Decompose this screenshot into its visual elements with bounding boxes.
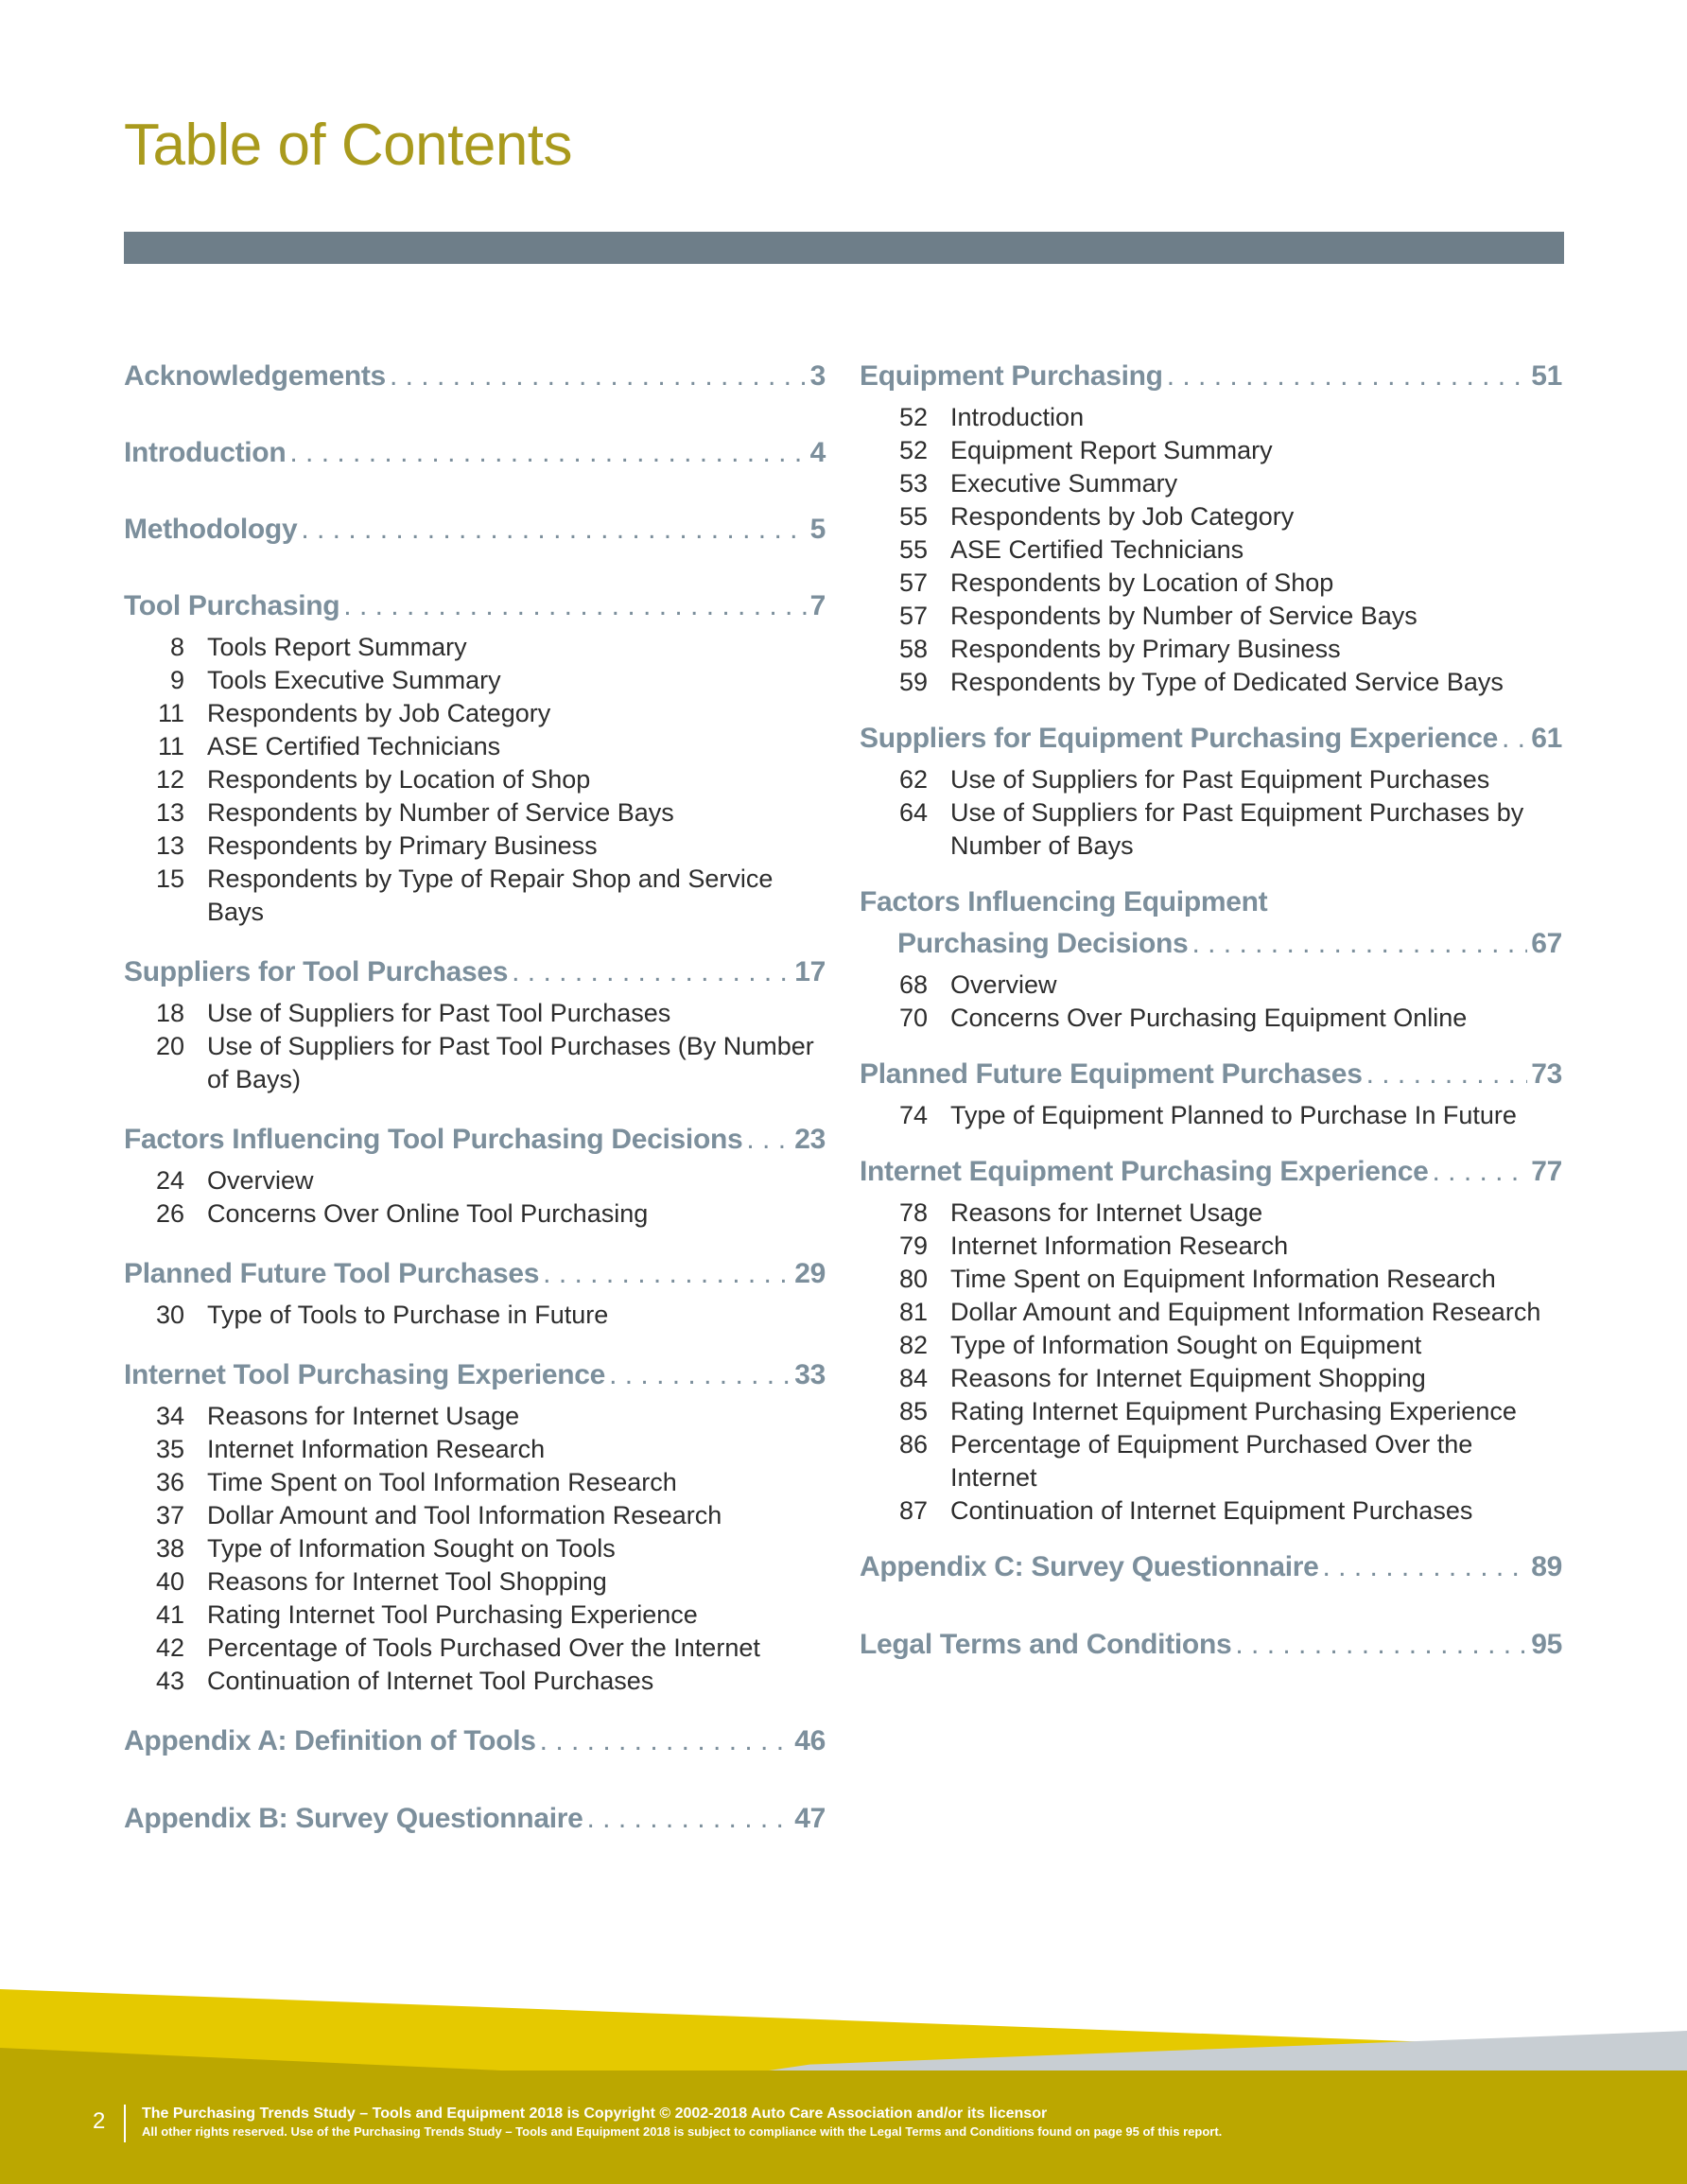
dot-leader	[609, 1354, 791, 1396]
footer-copyright	[142, 2105, 1222, 2140]
toc-item[interactable]	[124, 763, 826, 796]
toc-item-title: Respondents by Job Category	[950, 502, 1295, 531]
toc-item-list	[860, 401, 1562, 699]
toc-item-page: 52	[898, 403, 928, 431]
toc-section-heading[interactable]	[124, 1354, 826, 1396]
toc-item[interactable]	[124, 1400, 826, 1433]
toc-item-page: 42	[155, 1634, 184, 1662]
toc-item-page: 9	[169, 666, 184, 694]
toc-section-heading[interactable]	[124, 1119, 826, 1161]
toc-item[interactable]	[124, 1197, 826, 1231]
toc-item-page: 11	[157, 732, 184, 760]
toc-item[interactable]	[124, 1164, 826, 1197]
toc-item[interactable]	[124, 631, 826, 664]
toc-item[interactable]	[860, 1362, 1562, 1395]
toc-item[interactable]	[124, 730, 826, 763]
toc-item-page: 58	[898, 635, 928, 663]
toc-section-title: Purchasing Decisions	[897, 928, 1189, 959]
toc-item-title: Type of Information Sought on Tools	[207, 1534, 616, 1563]
toc-item[interactable]	[860, 666, 1562, 699]
toc-item-page: 62	[898, 765, 928, 794]
page-title: Table of Contents	[124, 113, 573, 178]
toc-section	[124, 585, 826, 929]
toc-item-title: Respondents by Primary Business	[207, 831, 598, 860]
toc-section-title: Acknowledgements	[124, 360, 386, 392]
toc-item-title: Respondents by Type of Dedicated Service Bays	[950, 668, 1504, 696]
toc-item-title: Continuation of Internet Tool Purchases	[207, 1667, 654, 1695]
toc-item-page: 12	[155, 765, 184, 794]
toc-item-page: 74	[898, 1101, 928, 1129]
toc-item-page: 13	[155, 831, 184, 860]
toc-item-title: Percentage of Tools Purchased Over the Internet	[207, 1634, 760, 1662]
toc-item[interactable]	[124, 1632, 826, 1665]
toc-section	[860, 1151, 1562, 1528]
toc-item-title: Time Spent on Tool Information Research	[207, 1468, 677, 1496]
toc-section	[124, 1119, 826, 1231]
toc-item-page: 43	[155, 1667, 184, 1695]
toc-item[interactable]	[124, 796, 826, 830]
toc-item[interactable]	[860, 1395, 1562, 1428]
toc-item[interactable]	[860, 1099, 1562, 1132]
toc-item[interactable]	[124, 1532, 826, 1565]
toc-section-page: 33	[794, 1359, 826, 1390]
toc-item-title: Dollar Amount and Equipment Information Research	[950, 1298, 1541, 1326]
toc-section-title: Tool Purchasing	[124, 590, 340, 621]
toc-item-list	[860, 763, 1562, 863]
toc-section-heading[interactable]	[124, 1253, 826, 1295]
toc-item[interactable]	[124, 1665, 826, 1698]
toc-item-title: Respondents by Number of Service Bays	[207, 798, 674, 827]
footer-divider	[124, 2105, 126, 2142]
toc-item[interactable]	[860, 1002, 1562, 1035]
toc-section	[860, 718, 1562, 863]
toc-item-page: 40	[155, 1567, 184, 1596]
toc-section	[124, 1253, 826, 1332]
toc-section-title: Factors Influencing Tool Purchasing Decisions	[124, 1124, 743, 1155]
toc-item-page: 59	[898, 668, 928, 696]
toc-item[interactable]	[124, 1030, 826, 1096]
toc-section-page: 46	[794, 1725, 826, 1756]
toc-section-title: Appendix A: Definition of Tools	[124, 1725, 536, 1756]
toc-item-title: Respondents by Location of Shop	[207, 765, 591, 794]
toc-section-page: 23	[794, 1124, 826, 1155]
toc-item[interactable]	[124, 1466, 826, 1499]
toc-section-title: Suppliers for Tool Purchases	[124, 956, 509, 987]
toc-item[interactable]	[860, 500, 1562, 533]
toc-item-page: 86	[898, 1430, 928, 1459]
toc-item[interactable]	[124, 830, 826, 863]
dot-leader	[1167, 356, 1528, 397]
toc-section-heading[interactable]	[124, 1721, 826, 1762]
toc-item-list	[124, 1299, 826, 1332]
toc-section	[860, 1054, 1562, 1132]
toc-section-page: 4	[809, 437, 826, 468]
toc-item-page: 38	[155, 1534, 184, 1563]
toc-section-title-line2	[860, 923, 1562, 965]
toc-section-title: Internet Equipment Purchasing Experience	[860, 1156, 1429, 1187]
toc-item-title: Continuation of Internet Equipment Purchases	[950, 1496, 1473, 1525]
toc-item-page: 52	[898, 436, 928, 464]
dot-leader	[301, 509, 806, 550]
toc-section	[860, 882, 1562, 1035]
toc-item-page: 68	[898, 970, 928, 999]
toc-item-list	[124, 631, 826, 929]
dot-leader	[587, 1798, 791, 1840]
dot-leader	[1366, 1054, 1528, 1095]
toc-item[interactable]	[860, 763, 1562, 796]
toc-section	[124, 356, 826, 397]
dot-leader	[1502, 718, 1527, 760]
toc-section-page: 73	[1531, 1058, 1562, 1090]
toc-item[interactable]	[860, 1263, 1562, 1296]
footer-copyright-line: The Purchasing Trends Study – Tools and Equipment 2018 is Copyright © 2002-2018 Auto Care Association and/or its licensor	[142, 2105, 1048, 2122]
toc-item[interactable]	[860, 1296, 1562, 1329]
toc-item[interactable]	[124, 1433, 826, 1466]
toc-item-title: Reasons for Internet Usage	[950, 1198, 1263, 1227]
toc-section-heading[interactable]	[860, 1054, 1562, 1095]
toc-item-page: 57	[898, 568, 928, 597]
toc-item-page: 30	[155, 1301, 184, 1329]
toc-item-page: 34	[155, 1402, 184, 1430]
toc-item-page: 57	[898, 602, 928, 630]
toc-section-page: 61	[1531, 723, 1562, 754]
toc-item-title: Concerns Over Online Tool Purchasing	[207, 1199, 649, 1228]
toc-section	[124, 509, 826, 550]
toc-item-page: 78	[898, 1198, 928, 1227]
toc-item-title: Rating Internet Tool Purchasing Experience	[207, 1600, 698, 1629]
dot-leader	[1191, 923, 1527, 965]
toc-section-title: Introduction	[124, 437, 287, 468]
page-number: 2	[93, 2108, 106, 2134]
toc-item-title: Tools Report Summary	[207, 633, 467, 661]
toc-item-list	[860, 1099, 1562, 1132]
toc-item-title: Rating Internet Equipment Purchasing Experience	[950, 1397, 1517, 1425]
toc-section-title: Suppliers for Equipment Purchasing Experience	[860, 723, 1498, 754]
toc-section-title-line1: Factors Influencing Equipment	[860, 886, 1268, 917]
toc-item[interactable]	[860, 633, 1562, 666]
toc-section	[124, 1798, 826, 1840]
toc-section-heading[interactable]	[124, 509, 826, 550]
toc-section-title: Methodology	[124, 514, 298, 545]
toc-item-title: Dollar Amount and Tool Information Research	[207, 1501, 722, 1529]
toc-item[interactable]	[124, 863, 826, 929]
dot-leader	[1235, 1624, 1527, 1666]
toc-item-page: 80	[898, 1265, 928, 1293]
toc-item-page: 87	[898, 1496, 928, 1525]
toc-item-page: 55	[898, 502, 928, 531]
toc-item[interactable]	[860, 1428, 1562, 1494]
toc-item-title: Reasons for Internet Tool Shopping	[207, 1567, 607, 1596]
dot-leader	[1432, 1151, 1527, 1193]
toc-item-title: Overview	[207, 1166, 314, 1195]
toc-item[interactable]	[860, 796, 1562, 863]
dot-leader	[512, 952, 791, 993]
toc-item-title: Time Spent on Equipment Information Research	[950, 1265, 1496, 1293]
toc-item-title: Respondents by Primary Business	[950, 635, 1341, 663]
toc-section-page: 89	[1531, 1551, 1562, 1582]
toc-section-page: 51	[1531, 360, 1562, 392]
toc-item[interactable]	[860, 533, 1562, 567]
toc-item-page: 82	[898, 1331, 928, 1359]
toc-section-heading[interactable]	[124, 356, 826, 397]
toc-item-list	[860, 969, 1562, 1035]
toc-item-page: 41	[155, 1600, 184, 1629]
title-divider-bar	[124, 232, 1564, 264]
dot-leader	[746, 1119, 791, 1161]
toc-section	[124, 432, 826, 474]
toc-item-title: Use of Suppliers for Past Equipment Purchases by Number of Bays	[950, 798, 1524, 860]
toc-item-page: 24	[155, 1166, 184, 1195]
toc-item-page: 53	[898, 469, 928, 498]
toc-section-page: 29	[794, 1258, 826, 1289]
toc-item[interactable]	[860, 1230, 1562, 1263]
toc-item[interactable]	[860, 401, 1562, 434]
toc-section-title: Planned Future Equipment Purchases	[860, 1058, 1363, 1090]
toc-item[interactable]	[124, 697, 826, 730]
toc-section-page: 67	[1531, 928, 1562, 959]
toc-item-title: Tools Executive Summary	[207, 666, 501, 694]
toc-item-title: ASE Certified Technicians	[950, 535, 1244, 564]
dot-leader	[289, 432, 806, 474]
dot-leader	[1323, 1546, 1528, 1588]
toc-section	[124, 952, 826, 1096]
toc-item-page: 64	[898, 798, 928, 827]
toc-item-title: Respondents by Number of Service Bays	[950, 602, 1417, 630]
toc-section-page: 17	[794, 956, 826, 987]
toc-item-page: 15	[155, 865, 184, 893]
toc-section-page: 5	[809, 514, 826, 545]
toc-item-title: Respondents by Type of Repair Shop and Service Bays	[207, 865, 774, 926]
toc-item-title: Overview	[950, 970, 1057, 999]
toc-item-page: 35	[155, 1435, 184, 1463]
toc-item-title: Type of Tools to Purchase in Future	[207, 1301, 609, 1329]
toc-item-title: Internet Information Research	[207, 1435, 546, 1463]
toc-section-title: Equipment Purchasing	[860, 360, 1163, 392]
toc-item[interactable]	[860, 1494, 1562, 1528]
toc-item-title: Type of Information Sought on Equipment	[950, 1331, 1422, 1359]
toc-section-heading[interactable]	[860, 1624, 1562, 1666]
toc-section-title: Appendix C: Survey Questionnaire	[860, 1551, 1319, 1582]
toc-item[interactable]	[124, 1499, 826, 1532]
toc-section-page: 77	[1531, 1156, 1562, 1187]
toc-section-heading[interactable]	[860, 1151, 1562, 1193]
toc-section-page: 7	[809, 590, 826, 621]
toc-item-page: 55	[898, 535, 928, 564]
toc-item-title: Reasons for Internet Usage	[207, 1402, 520, 1430]
dot-leader	[390, 356, 807, 397]
toc-item-title: Respondents by Location of Shop	[950, 568, 1334, 597]
toc-item-title: ASE Certified Technicians	[207, 732, 501, 760]
toc-section-page: 47	[794, 1803, 826, 1834]
toc-section	[860, 356, 1562, 699]
footer-rights-line: All other rights reserved. Use of the Purchasing Trends Study – Tools and Equipment 2018 is subject to compliance with the Legal Terms and Conditions found on page 95 of this report.	[142, 2124, 1223, 2139]
toc-item-title: Executive Summary	[950, 469, 1178, 498]
toc-section-page: 3	[809, 360, 826, 392]
toc-item-title: Use of Suppliers for Past Tool Purchases (By Number of Bays)	[207, 1032, 814, 1093]
toc-item-page: 8	[169, 633, 184, 661]
toc-section	[860, 1546, 1562, 1588]
toc-item-page: 36	[155, 1468, 184, 1496]
toc-item-list	[124, 1164, 826, 1231]
toc-section-heading[interactable]	[124, 952, 826, 993]
toc-item-page: 84	[898, 1364, 928, 1392]
toc-item[interactable]	[860, 1329, 1562, 1362]
toc-item-page: 70	[898, 1004, 928, 1032]
toc-item[interactable]	[860, 600, 1562, 633]
toc-section-heading[interactable]	[860, 882, 1562, 965]
toc-item-page: 13	[155, 798, 184, 827]
toc-section-heading[interactable]	[860, 718, 1562, 760]
toc-item[interactable]	[124, 1299, 826, 1332]
toc-section	[124, 1354, 826, 1698]
toc-item[interactable]	[860, 567, 1562, 600]
toc-section-title: Internet Tool Purchasing Experience	[124, 1359, 606, 1390]
toc-item-list	[124, 997, 826, 1096]
toc-item[interactable]	[860, 969, 1562, 1002]
toc-item-title: Percentage of Equipment Purchased Over the Internet	[950, 1430, 1473, 1492]
toc-item-title: Internet Information Research	[950, 1232, 1289, 1260]
toc-section	[860, 1624, 1562, 1666]
toc-right-column	[860, 356, 1562, 1666]
toc-item-page: 85	[898, 1397, 928, 1425]
toc-item-title: Introduction	[950, 403, 1085, 431]
toc-item-page: 37	[155, 1501, 184, 1529]
toc-item[interactable]	[124, 664, 826, 697]
toc-section-heading[interactable]	[124, 432, 826, 474]
toc-item-title: Use of Suppliers for Past Equipment Purchases	[950, 765, 1490, 794]
toc-item[interactable]	[124, 997, 826, 1030]
toc-item-title: Reasons for Internet Equipment Shopping	[950, 1364, 1426, 1392]
toc-section-title: Legal Terms and Conditions	[860, 1629, 1232, 1660]
toc-item-title: Respondents by Job Category	[207, 699, 551, 727]
toc-item-page: 18	[155, 999, 184, 1027]
toc-section	[124, 1721, 826, 1762]
toc-item-list	[124, 1400, 826, 1698]
toc-item[interactable]	[124, 1599, 826, 1632]
toc-item-title: Type of Equipment Planned to Purchase In Future	[950, 1101, 1517, 1129]
toc-item-page: 79	[898, 1232, 928, 1260]
dot-leader	[543, 1253, 791, 1295]
toc-item-list	[860, 1197, 1562, 1528]
toc-item-title: Use of Suppliers for Past Tool Purchases	[207, 999, 671, 1027]
toc-section-heading[interactable]	[860, 356, 1562, 397]
toc-item[interactable]	[124, 1565, 826, 1599]
dot-leader	[343, 585, 806, 627]
toc-section-heading[interactable]	[124, 585, 826, 627]
toc-section-page: 95	[1531, 1629, 1562, 1660]
toc-item[interactable]	[860, 434, 1562, 467]
toc-section-heading[interactable]	[124, 1798, 826, 1840]
toc-item-page: 20	[155, 1032, 184, 1060]
toc-item-title: Equipment Report Summary	[950, 436, 1273, 464]
toc-section-title: Planned Future Tool Purchases	[124, 1258, 540, 1289]
toc-item-page: 11	[157, 699, 184, 727]
toc-section-heading[interactable]	[860, 1546, 1562, 1588]
dot-leader	[540, 1721, 791, 1762]
toc-left-column	[124, 356, 826, 1840]
toc-item-title: Concerns Over Purchasing Equipment Online	[950, 1004, 1468, 1032]
toc-item[interactable]	[860, 1197, 1562, 1230]
toc-item-page: 26	[155, 1199, 184, 1228]
toc-item-page: 81	[898, 1298, 928, 1326]
toc-section-title: Appendix B: Survey Questionnaire	[124, 1803, 583, 1834]
toc-item[interactable]	[860, 467, 1562, 500]
